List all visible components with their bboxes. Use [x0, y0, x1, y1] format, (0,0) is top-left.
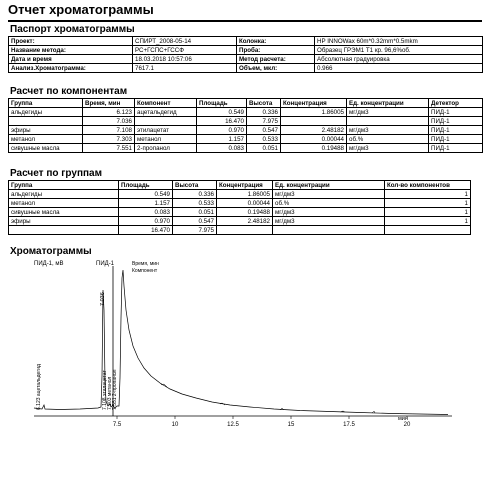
components-row	[9, 108, 483, 117]
components-cell: эфиры	[9, 126, 83, 135]
components-cell: ПИД-1	[429, 117, 483, 126]
components-cell	[281, 117, 347, 126]
groups-cell: эфиры	[9, 217, 119, 226]
components-cell: 0.533	[247, 135, 281, 144]
passport-label: Объем, мкл:	[237, 64, 315, 73]
y-axis-label: ПИД-1, мВ	[34, 261, 64, 267]
detector-label: ПИД-1	[96, 261, 115, 267]
components-cell: 0.549	[197, 108, 247, 117]
components-column-header: Концентрация	[281, 99, 347, 108]
components-cell: 0.336	[247, 108, 281, 117]
passport-table	[8, 36, 483, 73]
groups-table	[8, 180, 471, 235]
components-cell	[135, 117, 197, 126]
groups-cell	[9, 226, 119, 235]
components-column-header: Время, мин	[83, 99, 135, 108]
groups-cell: 0.051	[173, 208, 217, 217]
groups-cell: альдегиды	[9, 190, 119, 199]
component-legend-label: Компонент	[132, 268, 158, 274]
components-cell: 7.303	[83, 135, 135, 144]
components-cell: этилацетат	[135, 126, 197, 135]
components-row	[9, 126, 483, 135]
chromatogram-plot	[20, 258, 460, 430]
components-cell: ПИД-1	[429, 108, 483, 117]
components-row	[9, 117, 483, 126]
components-cell: сивушные масла	[9, 144, 83, 153]
x-tick-label: 20	[403, 422, 411, 428]
groups-cell: 0.083	[119, 208, 173, 217]
components-cell: 0.051	[247, 144, 281, 153]
components-cell: об.%	[347, 135, 429, 144]
groups-cell: 0.533	[173, 199, 217, 208]
peak-label-acetaldehyde: 6.123 ацетальдегид	[36, 364, 42, 410]
groups-cell: 1	[385, 208, 471, 217]
passport-value: Образец ГРЭМ1 Т1 кр. 96,6%об.	[315, 46, 483, 55]
components-cell: ацетальдегид	[135, 108, 197, 117]
groups-cell	[273, 226, 385, 235]
passport-value: 7617.1	[133, 64, 237, 73]
groups-cell: метанол	[9, 199, 119, 208]
groups-cell	[385, 226, 471, 235]
components-cell	[9, 117, 83, 126]
peak-label-2-propanol: 7.551 2-пропанол	[112, 369, 118, 410]
components-cell: 6.123	[83, 108, 135, 117]
components-cell: метанол	[9, 135, 83, 144]
components-cell: 0.00044	[281, 135, 347, 144]
passport-label: Дата и время	[9, 55, 133, 64]
groups-cell: мг/дм3	[273, 208, 385, 217]
components-table	[8, 98, 483, 153]
groups-cell: 1	[385, 190, 471, 199]
passport-value: СПИРТ_2008-05-14	[133, 37, 237, 46]
groups-column-header: Площадь	[119, 181, 173, 190]
groups-row	[9, 199, 471, 208]
groups-cell: мг/дм3	[273, 217, 385, 226]
components-column-header: Высота	[247, 99, 281, 108]
groups-row	[9, 226, 471, 235]
groups-row	[9, 190, 471, 199]
groups-cell: 7.975	[173, 226, 217, 235]
chromatogram-trace	[34, 270, 448, 415]
passport-row	[9, 37, 483, 46]
x-tick-label: 10	[171, 422, 179, 428]
passport-value: 0.966	[315, 64, 483, 73]
groups-cell: 0.336	[173, 190, 217, 199]
groups-column-header: Кол-во компонентов	[385, 181, 471, 190]
components-cell: 0.547	[247, 126, 281, 135]
components-cell: альдегиды	[9, 108, 83, 117]
x-ticks	[113, 416, 411, 428]
components-cell: 7.036	[83, 117, 135, 126]
groups-row	[9, 217, 471, 226]
passport-label: Название метода:	[9, 46, 133, 55]
passport-label: Проба:	[237, 46, 315, 55]
components-cell: ПИД-1	[429, 126, 483, 135]
passport-row	[9, 46, 483, 55]
passport-value: 18.03.2018 10:57:06	[133, 55, 237, 64]
passport-value: РС+ГСПС+ГССФ	[133, 46, 237, 55]
components-cell: 1.157	[197, 135, 247, 144]
groups-row	[9, 208, 471, 217]
components-row	[9, 135, 483, 144]
chromatograms-title: Хроматограммы	[10, 246, 92, 257]
passport-row	[9, 64, 483, 73]
groups-column-header: Концентрация	[217, 181, 273, 190]
groups-cell: об.%	[273, 199, 385, 208]
groups-cell: 0.549	[119, 190, 173, 199]
components-column-header: Ед. концентрации	[347, 99, 429, 108]
groups-cell: 1.86005	[217, 190, 273, 199]
time-legend-label: Время, мин	[132, 261, 159, 267]
x-unit-label: мин	[398, 416, 408, 422]
x-tick-label: 17.5	[343, 422, 355, 428]
groups-cell: 0.00044	[217, 199, 273, 208]
groups-cell: 2.48182	[217, 217, 273, 226]
report-title: Отчет хроматограммы	[8, 2, 154, 17]
x-tick-label: 7.5	[112, 422, 122, 428]
groups-column-header: Высота	[173, 181, 217, 190]
x-tick-label: 15	[287, 422, 295, 428]
components-cell: 2.48182	[281, 126, 347, 135]
passport-label: Анализ.Хроматограмма:	[9, 64, 133, 73]
components-column-header: Компонент	[135, 99, 197, 108]
passport-row	[9, 55, 483, 64]
groups-cell: 0.547	[173, 217, 217, 226]
components-cell: 0.083	[197, 144, 247, 153]
components-column-header: Группа	[9, 99, 83, 108]
groups-column-header: Ед. концентрации	[273, 181, 385, 190]
components-cell: ПИД-1	[429, 144, 483, 153]
passport-label: Проект:	[9, 37, 133, 46]
components-cell: 2-пропанол	[135, 144, 197, 153]
components-cell: 1.86005	[281, 108, 347, 117]
components-cell: мг/дм3	[347, 108, 429, 117]
groups-cell: сивушные масла	[9, 208, 119, 217]
components-cell: мг/дм3	[347, 144, 429, 153]
passport-label: Метод расчета:	[237, 55, 315, 64]
groups-cell: 1	[385, 217, 471, 226]
components-row	[9, 144, 483, 153]
groups-cell: 1	[385, 199, 471, 208]
groups-cell: 0.970	[119, 217, 173, 226]
groups-cell: 1.157	[119, 199, 173, 208]
groups-title: Расчет по группам	[10, 168, 102, 179]
components-cell: 7.551	[83, 144, 135, 153]
components-cell: метанол	[135, 135, 197, 144]
passport-value: HP INNOWax 60m*0.32mm*0.5mkm	[315, 37, 483, 46]
components-title: Расчет по компонентам	[10, 86, 128, 97]
components-column-header: Площадь	[197, 99, 247, 108]
components-cell: 0.970	[197, 126, 247, 135]
groups-cell: 16.470	[119, 226, 173, 235]
components-cell: ПИД-1	[429, 135, 483, 144]
components-cell: 7.975	[247, 117, 281, 126]
groups-cell: мг/дм3	[273, 190, 385, 199]
passport-value: Абсолютная градуировка	[315, 55, 483, 64]
components-cell: мг/дм3	[347, 126, 429, 135]
components-cell: 7.108	[83, 126, 135, 135]
x-tick-label: 12.5	[227, 422, 239, 428]
passport-title: Паспорт хроматограммы	[10, 24, 135, 35]
components-cell	[347, 117, 429, 126]
passport-label: Колонка:	[237, 37, 315, 46]
peak-label-7036: 7.036	[100, 292, 106, 306]
peak-label-methanol: 7.303 метанол	[107, 376, 113, 410]
groups-column-header: Группа	[9, 181, 119, 190]
groups-cell: 0.19488	[217, 208, 273, 217]
groups-cell	[217, 226, 273, 235]
groups-header-row	[9, 181, 471, 190]
components-column-header: Детектор	[429, 99, 483, 108]
title-rule	[8, 20, 482, 22]
components-cell: 16.470	[197, 117, 247, 126]
components-header-row	[9, 99, 483, 108]
peak-label-ethylacetate: 7.108 этилацетат	[102, 370, 108, 410]
components-cell: 0.19488	[281, 144, 347, 153]
